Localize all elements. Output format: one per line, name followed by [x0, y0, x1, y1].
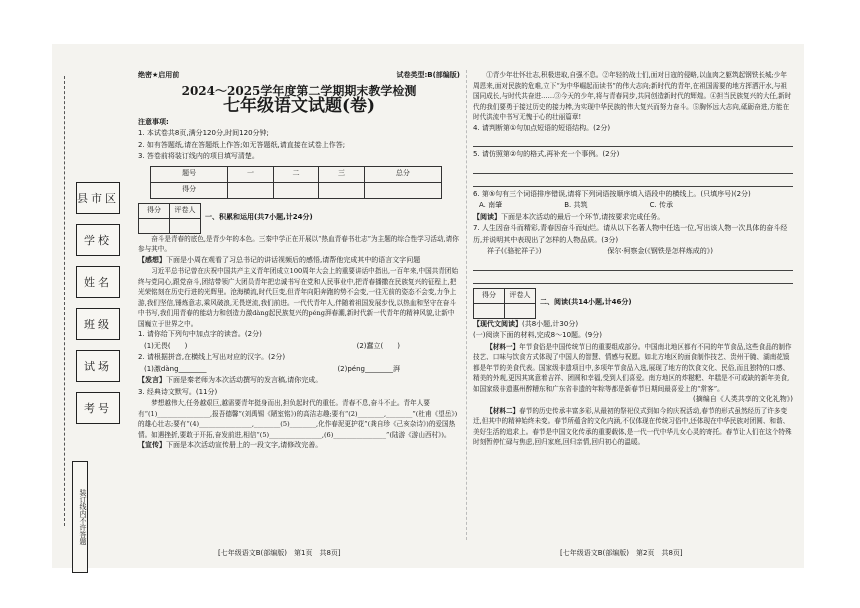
question-4: 4. 请判断第①句加点短语的短语结构。(2分) [473, 123, 611, 132]
answer-line[interactable] [473, 260, 793, 271]
notice-item: 1. 本试卷共8页,满分120分,时间120分钟; [138, 129, 269, 137]
name-box: 姓名 [76, 266, 120, 298]
binding-line [64, 76, 65, 526]
section-1-title: 一、积累和运用(共7小题,计24分) [205, 213, 313, 222]
score-header: 总分 [364, 166, 441, 182]
grader-table [138, 203, 201, 234]
right-column [473, 70, 793, 448]
exam-room-box: 试场 [76, 350, 120, 382]
answer-line[interactable] [473, 136, 793, 147]
paper-type: 试卷类型:B(部编版) [396, 71, 460, 79]
score-cell[interactable] [319, 182, 364, 198]
score-header: 题号 [151, 166, 228, 182]
question-7: 7. 人生因奋斗而精彩,青春因奋斗而灿烂。请从以下名著人物中任选一位,写出该人物一次具体的奋斗经历,并说明其中表现出了怎样的人物品质。(3分) [473, 224, 788, 244]
exam-year-title: 2024～2025学年度第二学期期末教学检测 [181, 83, 417, 98]
q6-option-a[interactable]: A. 南肇 [479, 201, 503, 209]
binding-strip [56, 66, 126, 545]
grader-cell[interactable] [170, 218, 201, 233]
score-cell[interactable] [364, 182, 441, 198]
q6-option-c[interactable]: C. 传承 [649, 201, 673, 209]
publicity-tag: 【宣传】 [138, 441, 166, 449]
page-1-footer: [七年级语文B(部编版) 第1页 共8页] [218, 549, 341, 557]
question-3: 3. 经典诗文默写。(11分) [138, 387, 218, 396]
q1-part-b[interactable]: (2)蠢立( ) [356, 341, 400, 350]
grader-header: 评卷人 [505, 288, 536, 303]
activity-intro: 奋斗是青春的底色,是青少年的本色。三秦中学正在开展以“热血青春书壮志”为主题的综合性学习活动,请你参与其中。 [138, 234, 459, 253]
question-2: 2. 请根据拼音,在横线上写出对应的汉字。(2分) [138, 353, 286, 361]
score-cell[interactable] [273, 182, 318, 198]
answer-line[interactable] [473, 163, 793, 174]
grader-cell[interactable] [139, 218, 170, 233]
answer-line[interactable] [473, 176, 793, 187]
speech-text: 下面是秦老师为本次活动撰写的发言稿,请你完成。 [166, 376, 323, 384]
perception-text: 下面是小周在观看了习总书记的讲话视频后的感悟,请帮他完成其中的语言文字问题 [166, 255, 421, 264]
exam-number-box: 考号 [76, 392, 120, 424]
binding-note: 装订线内不许答题 [72, 461, 88, 573]
page-2-footer: [七年级语文B(部编版) 第2页 共8页] [560, 549, 683, 557]
material-2-tag: 【材料二】 [486, 406, 520, 415]
county-box: 县市区 [76, 182, 120, 214]
score-header: 三 [319, 166, 364, 182]
material-2-text: 春节的历史传承丰富多彩,从最初的祭祀仪式到如今的庆祝活动,春节的形式虽然经历了许多变迁,但其中的精神始终未变。春节所蕴含的文化内涵,不仅体现在传统习俗中,还体现在中华民族对团圆、和谐、美好生活的追求上。春节是中国文化传承的重要载体,是一代一代中华儿女心灵的寄托。春节让人们在这个特殊时刻暂停忙碌与焦虑,回归家庭,回归亲情,回归初心的温暖。 [473, 406, 792, 446]
grader-table [473, 288, 536, 319]
exam-main-title: 七年级语文试题(卷) [222, 96, 376, 116]
reading-text: 下面是本次活动的最后一个环节,请按要求完成任务。 [501, 212, 665, 221]
grader-header: 评卷人 [170, 203, 201, 218]
secret-label: 绝密★启用前 [138, 71, 180, 79]
notice-item: 2. 如有答题纸,请在答题纸上作答;如无答题纸,请直接在试卷上作答; [138, 140, 346, 149]
q1-part-a[interactable]: (1)无畏( ) [144, 341, 188, 350]
modern-reading-tag: 【现代文阅读】 [473, 319, 522, 328]
reading-tag: 【阅读】 [473, 212, 501, 221]
q6-option-b[interactable]: B. 共筑 [564, 201, 588, 209]
score-cell[interactable] [228, 182, 273, 198]
answer-line[interactable] [473, 273, 793, 284]
speech-tag: 【发言】 [138, 376, 166, 384]
material-1-tag: 【材料一】 [486, 342, 520, 351]
score-header: 一 [228, 166, 273, 182]
q7-option-2[interactable]: 保尔·柯察金(《钢铁是怎样炼成的》) [607, 247, 713, 255]
grader-cell[interactable] [474, 303, 505, 318]
modern-reading-text: (共8小题,计30分) [522, 319, 579, 328]
score-row-label: 得分 [151, 182, 228, 198]
question-5: 5. 请仿照第②句的格式,再补充一个事例。(2分) [473, 150, 620, 158]
publicity-text: 下面是本次活动宣传册上的一段文字,请修改完善。 [166, 441, 323, 449]
notice-item: 3. 答卷前将装订线内的项目填写清楚。 [138, 152, 259, 160]
quote-passage: 习近平总书记曾在庆祝中国共产主义青年团成立100周年大会上的重要讲话中指出,一百年来,中国共青团始终与党同心,跟党奋斗,团结带领广大团员青年把忠诚书写在党和人民事业中,把青春播撒在民族复兴的征程上,把光荣铭刻在历史行进的光辉里。沧海横流,时代巨变,但青年向阳奔跑的势不会变,一往无前的姿态不会变,力争上游,我们坚信,锤炼意志,乘风破浪,无畏逆流,我们前进。一代代青年人,伴随着祖国发展步伐,以热血和坚守在奋斗中书写,我们用青春的能动力和创造力激dàng起民族复兴的péng湃春潮,新时代新一代青年的精神风貌,让新中国巍立于世界之中。 [138, 267, 459, 328]
notice-heading: 注意事项: [138, 117, 169, 126]
school-box: 学校 [76, 224, 120, 256]
q3-passage[interactable]: 梦想越伟大,任务越艰巨,越需要青年挺身而出,担负起时代的重任。青春不息,奋斗不止。青年人要有“(1)________________,报吾德馨”(刘禹锡《陋室铭》)的高洁志趣;要有“(2)________,________”(杜甫《望岳》)的雄心壮志;要有“(4)________________,________(5)________,化作春泥更护花”(龚自珍《己亥杂诗》)的爱国热情。如遇挫折,要敢于开拓,奋发前进,相信“(5)________________,(6)________________”(陆游《游山西村》)。 [138, 399, 458, 439]
class-box: 班级 [76, 308, 120, 340]
left-column [138, 70, 460, 452]
material-1-text: 年节食俗是中国传统节日的重要组成部分。中国南北地区都有不同的年节食品,这些食品的制作技艺、口味与饮食方式体现了中国人的智慧、情感与祝愿。如北方地区的面食制作技艺、贵州干腌、湖南花馍都是年节的美食代表。国家级非遗项目中,多项年节食品入选,展现了地方的饮食文化、民俗,而且独特的口感、精美的外观,更因其寓意着吉祥、团圆和幸福,受到人们喜爱。南方地区的炸糍粑、年糕是不可或缺的新年美食,如国家级非遗惠州醉糟东和广东省非遗的年粽等都是新春节日期间最喜爱上的“常客”。 [473, 342, 792, 393]
perception-tag: 【感想】 [138, 255, 166, 264]
column-divider [466, 70, 467, 540]
grader-cell[interactable] [505, 303, 536, 318]
subsection-1: (一)阅读下面的材料,完成8～10题。(9分) [473, 331, 602, 339]
grader-header: 得分 [474, 288, 505, 303]
q2-part-a[interactable]: (1)激dàng________ [144, 364, 207, 373]
score-header: 二 [273, 166, 318, 182]
q7-option-1[interactable]: 祥子(《骆驼祥子》) [487, 247, 542, 255]
material-1-source: (摘编自《人类共享的文化礼物》) [693, 395, 793, 403]
section-2-title: 二、阅读(共14小题,计46分) [540, 298, 632, 307]
q2-part-b[interactable]: (2)péng________湃 [337, 364, 400, 373]
score-table [150, 166, 442, 199]
question-6: 6. 第⑤句有三个词语排序错误,请将下列词语按顺序填入语段中的横线上。(只填序号)(2分) [473, 189, 751, 198]
grader-header: 得分 [139, 203, 170, 218]
publicity-passage: ①青少年壮怀壮志,积极进取,自强不息。②年轻的战士们,面对日寇的侵略,以血肉之躯筑起钢铁长城;少年周恩来,面对民族的危难,立下“为中华崛起而读书”的伟大志向;新时代的青年,在祖国需要的地方挥洒汗水,与祖国同成长,与时代共奋进……③今天的少年,将与青春同步,共同创造新时代的辉煌。④担当民族复兴的大任,新时代的我们要勇于接过历史的接力棒,为实现中华民族的伟大复兴而努力奋斗。⑤胸怀远大志向,砥砺奋进,方能在时代洪流中书写无愧于心的壮丽篇章! [473, 71, 792, 121]
question-1: 1. 请你给下列句中加点字的读音。(2分) [138, 330, 262, 338]
